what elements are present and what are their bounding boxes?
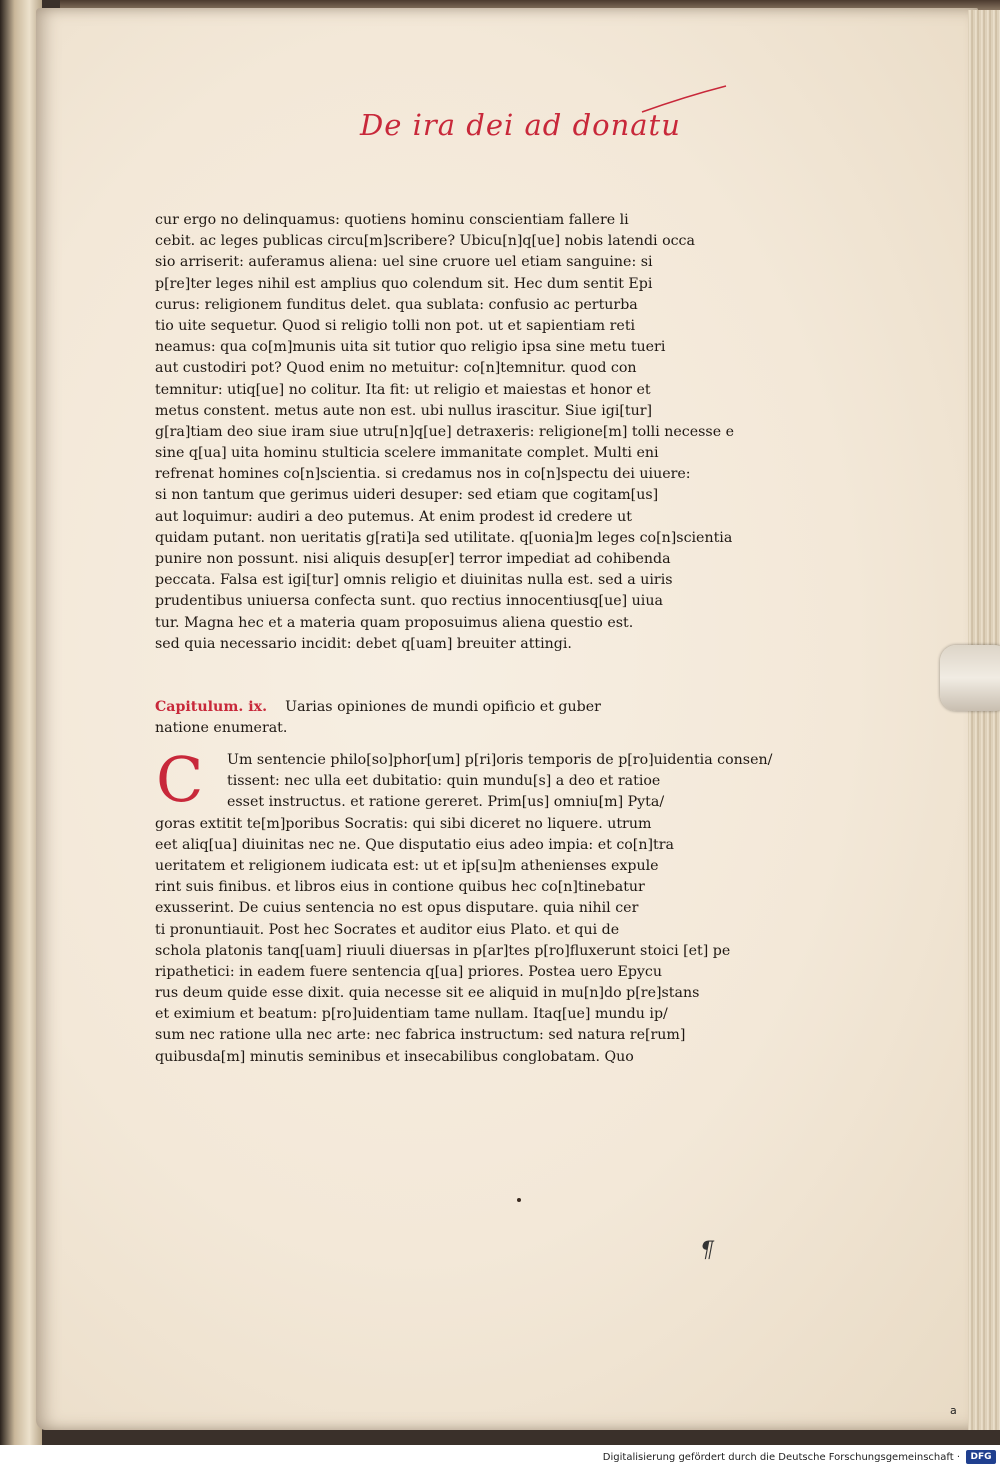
book-clasp [940, 645, 1000, 711]
text-line: p[re]ter leges nihil est amplius quo colendum sit. Hec dum sentit Epi [155, 275, 653, 292]
chapter-text-line: goras extitit te[m]poribus Socratis: qui sibi diceret no liquere. utrum [155, 815, 652, 832]
chapter-text-line: ripathetici: in eadem fuere sentencia q[ua] priores. Postea uero Epycu [155, 963, 663, 980]
chapter-text-line: sum nec ratione ulla nec arte: nec fabrica instructum: sed natura re[rum] [155, 1027, 686, 1044]
folio-mark: a [950, 1404, 957, 1417]
main-text-block [155, 210, 734, 655]
text-line: prudentibus uniuersa confecta sunt. quo rectius innocentiusq[ue] uiua [155, 593, 663, 610]
chapter-text-line: ti pronuntiauit. Post hec Socrates et auditor eius Plato. et qui de [155, 921, 620, 938]
chapter-text-line: tissent: nec ulla eet dubitatio: quin mundu[s] a deo et ratioe [227, 773, 661, 790]
text-line: punire non possunt. nisi aliquis desup[er] terror impediat ad cohibenda [155, 551, 671, 567]
chapter-label: Capitulum. ix. [155, 699, 268, 715]
chapter-title-line-2: natione enumerat. [155, 720, 288, 737]
text-line: aut custodiri pot? Quod enim no metuitur: co[n]temnitur. quod con [155, 360, 637, 377]
dfg-logo: DFG [966, 1450, 996, 1464]
page-stack-edges [968, 10, 1000, 1430]
text-line: neamus: qua co[m]munis uita sit tutior quo religio ipsa sine metu tueri [155, 339, 666, 356]
chapter-heading [155, 697, 685, 739]
marginal-mark: ¶ [700, 1238, 714, 1263]
chapter-text-line: quibusda[m] minutis seminibus et insecabilibus conglobatam. Quo [155, 1048, 634, 1065]
chapter-text-line: et eximium et beatum: p[ro]uidentiam tame nullam. Itaq[ue] mundu ip/ [155, 1006, 668, 1023]
chapter-title-line-1: Uarias opiniones de mundi opificio et guber [285, 699, 601, 715]
text-line: tur. Magna hec et a materia quam proposuimus aliena questio est. [155, 614, 634, 631]
decorated-initial: C [156, 743, 204, 816]
running-head: De ira dei ad donatu [360, 108, 681, 142]
text-line: aut loquimur: audiri a deo putemus. At enim prodest id credere ut [155, 508, 632, 525]
text-line: si non tantum que gerimus uideri desuper: sed etiam que cogitam[us] [155, 487, 659, 504]
chapter-text-line: eet aliq[ua] diuinitas nec ne. Que disputatio eius adeo impia: et co[n]tra [155, 836, 674, 853]
text-line: curus: religionem funditus delet. qua sublata: confusio ac perturba [155, 296, 638, 313]
chapter-text-line: rint suis finibus. et libros eius in contione quibus hec co[n]tinebatur [155, 879, 645, 896]
text-line: tio uite sequetur. Quod si religio tolli non pot. ut et sapientiam reti [155, 317, 636, 334]
text-line: cebit. ac leges publicas circu[m]scribere? Ubicu[n]q[ue] nobis latendi occa [155, 233, 695, 250]
chapter-text-line: rus deum quide esse dixit. quia necesse sit ee aliquid in mu[n]do p[re]stans [155, 985, 700, 1002]
text-line: temnitur: utiq[ue] no colitur. Ita fit: ut religio et maiestas et honor et [155, 381, 651, 398]
digitization-footer [0, 1445, 1000, 1470]
text-line: peccata. Falsa est igi[tur] omnis religio et diuinitas nulla est. sed a uiris [155, 572, 673, 589]
text-line: metus constent. metus aute non est. ubi nullus irascitur. Siue igi[tur] [155, 402, 653, 419]
chapter-text-line: schola platonis tanq[uam] riuuli diuersas in p[ar]tes p[ro]fluxerunt stoici [et] pe [155, 942, 731, 959]
chapter-text-line: esset instructus. et ratione gereret. Prim[us] omniu[m] Pyta/ [227, 794, 665, 811]
chapter-text-line: exusserint. De cuius sentencia no est opus disputare. quia nihil cer [155, 900, 639, 917]
text-line: cur ergo no delinquamus: quotiens hominu conscientiam fallere li [155, 212, 629, 228]
text-line: refrenat homines co[n]scientia. si credamus nos in co[n]spectu dei uiuere: [155, 466, 691, 483]
chapter-text-line: ueritatem et religionem iudicata est: ut et ip[su]m athenienses expule [155, 857, 659, 874]
text-line: quidam putant. non ueritatis g[rati]a sed utilitate. q[uonia]m leges co[n]scientia [155, 529, 733, 546]
text-line: sed quia necessario incidit: debet q[uam] breuiter attingi. [155, 635, 572, 652]
text-line: sio arriserit: auferamus aliena: uel sine cruore uel etiam sanguine: si [155, 254, 653, 271]
ink-spot [517, 1198, 521, 1202]
text-line: g[ra]tiam deo siue iram siue utru[n]q[ue] detraxeris: religione[m] tolli necesse e [155, 423, 734, 440]
funding-credit: Digitalisierung gefördert durch die Deutsche Forschungsgemeinschaft · [602, 1452, 960, 1463]
chapter-text-line: Um sentencie philo[so]phor[um] p[ri]oris temporis de p[ro]uidentia consen/ [227, 752, 773, 768]
head-flourish-stroke [640, 84, 730, 114]
chapter-text-block [155, 743, 773, 1068]
text-line: sine q[ua] uita hominu stulticia scelere immanitate complet. Multi eni [155, 445, 659, 462]
